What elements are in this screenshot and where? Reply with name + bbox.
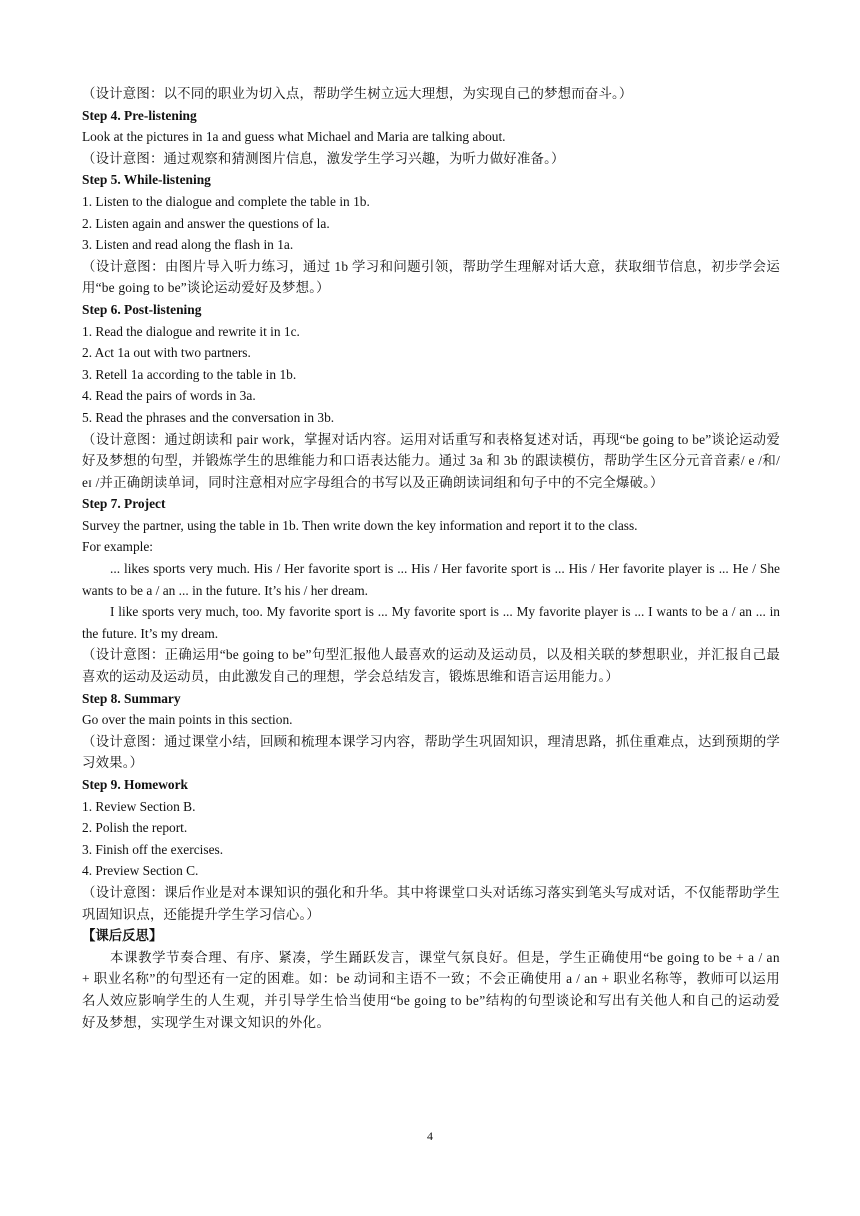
section-heading: Step 7. Project [82, 496, 166, 512]
section-heading: Step 8. Summary [82, 690, 181, 706]
text-line: Look at the pictures in 1a and guess what Michael and Maria are talking about. [82, 129, 506, 145]
text-line: ... likes sports very much. His / Her favorite sport is ... His / Her favorite sport is ... His / Her favorite player is ... He / She wants to be a / an ... in the future. It’s his / her dream. [82, 561, 780, 598]
text-line: （设计意图：通过朗读和 pair work，掌握对话内容。运用对话重写和表格复述对话，再现“be going to be”谈论运动爱好及梦想的句型，并锻炼学生的思维能力和口语表达能力。通过 3a 和 3b 的跟读模仿，帮助学生区分元音音素/ e /和/ eɪ /并正确朗读单词，同时注意相对应字母组合的书写以及正确朗读词组和句子中的不完全爆破。） [82, 431, 780, 490]
section-heading: Step 4. Pre-listening [82, 107, 197, 123]
text-line: For example: [82, 539, 154, 555]
text-line: 4. Read the pairs of words in 3a. [82, 388, 256, 404]
text-line: 2. Polish the report. [82, 820, 188, 836]
text-line: 3. Finish off the exercises. [82, 841, 224, 857]
text-line: 1. Read the dialogue and rewrite it in 1c. [82, 323, 300, 339]
text-line: 3. Retell 1a according to the table in 1b. [82, 366, 297, 382]
text-line: Go over the main points in this section. [82, 712, 293, 728]
text-line: （设计意图：通过观察和猜测图片信息，激发学生学习兴趣，为听力做好准备。） [82, 150, 565, 166]
text-line: Survey the partner, using the table in 1b. Then write down the key information and report it to the class. [82, 517, 638, 533]
text-line: I like sports very much, too. My favorite sport is ... My favorite sport is ... My favorite player is ... I wants to be a / an ... in the future. It’s my dream. [82, 604, 780, 641]
text-line: （设计意图：以不同的职业为切入点，帮助学生树立远大理想，为实现自己的梦想而奋斗。） [82, 86, 633, 101]
text-line: （设计意图：通过课堂小结，回顾和梳理本课学习内容，帮助学生巩固知识，理清思路，抓住重难点，达到预期的学习效果。） [82, 733, 780, 771]
text-line: （设计意图：正确运用“be going to be”句型汇报他人最喜欢的运动及运动员，以及相关联的梦想职业，并汇报自己最喜欢的运动及运动员，由此激发自己的理想，学会总结发言，锻炼思维和语言运用能力。） [82, 647, 780, 685]
text-line: 1. Listen to the dialogue and complete the table in 1b. [82, 193, 370, 209]
document-body [82, 83, 780, 1033]
text-line: 5. Read the phrases and the conversation in 3b. [82, 409, 335, 425]
text-line: 2. Act 1a out with two partners. [82, 345, 251, 361]
text-line: 4. Preview Section C. [82, 863, 199, 879]
section-heading: Step 9. Homework [82, 777, 189, 792]
reflection-paragraph: 本课教学节奏合理、有序、紧凑，学生踊跃发言，课堂气氛良好。但是，学生正确使用“be going to be + a / an + 职业名称”的句型还有一定的困难。如：be 动词和主语不一致；不会正确使用 a / an + 职业名称等，教师可以运用名人效应影响学生的人生观，并引导学生恰当使用“be going to be”结构的句型谈论和写出有关他人和自己的运动爱好及梦想，实现学生对课文知识的外化。 [82, 949, 780, 1030]
text-line: （设计意图：课后作业是对本课知识的强化和升华。其中将课堂口头对话练习落实到笔头写成对话，不仅能帮助学生巩固知识点，还能提升学生学习信心。） [82, 884, 780, 922]
text-line: 3. Listen and read along the flash in 1a. [82, 237, 294, 253]
text-line: （设计意图：由图片导入听力练习，通过 1b 学习和问题引领，帮助学生理解对话大意，获取细节信息，初步学会运用“be going to be”谈论运动爱好及梦想。） [82, 258, 780, 296]
page-number: 4 [427, 1129, 433, 1143]
text-line: 2. Listen again and answer the questions of la. [82, 215, 330, 231]
text-line: 1. Review Section B. [82, 798, 196, 814]
section-heading: 【课后反思】 [82, 928, 163, 944]
section-heading: Step 6. Post-listening [82, 301, 202, 317]
section-heading: Step 5. While-listening [82, 172, 211, 188]
